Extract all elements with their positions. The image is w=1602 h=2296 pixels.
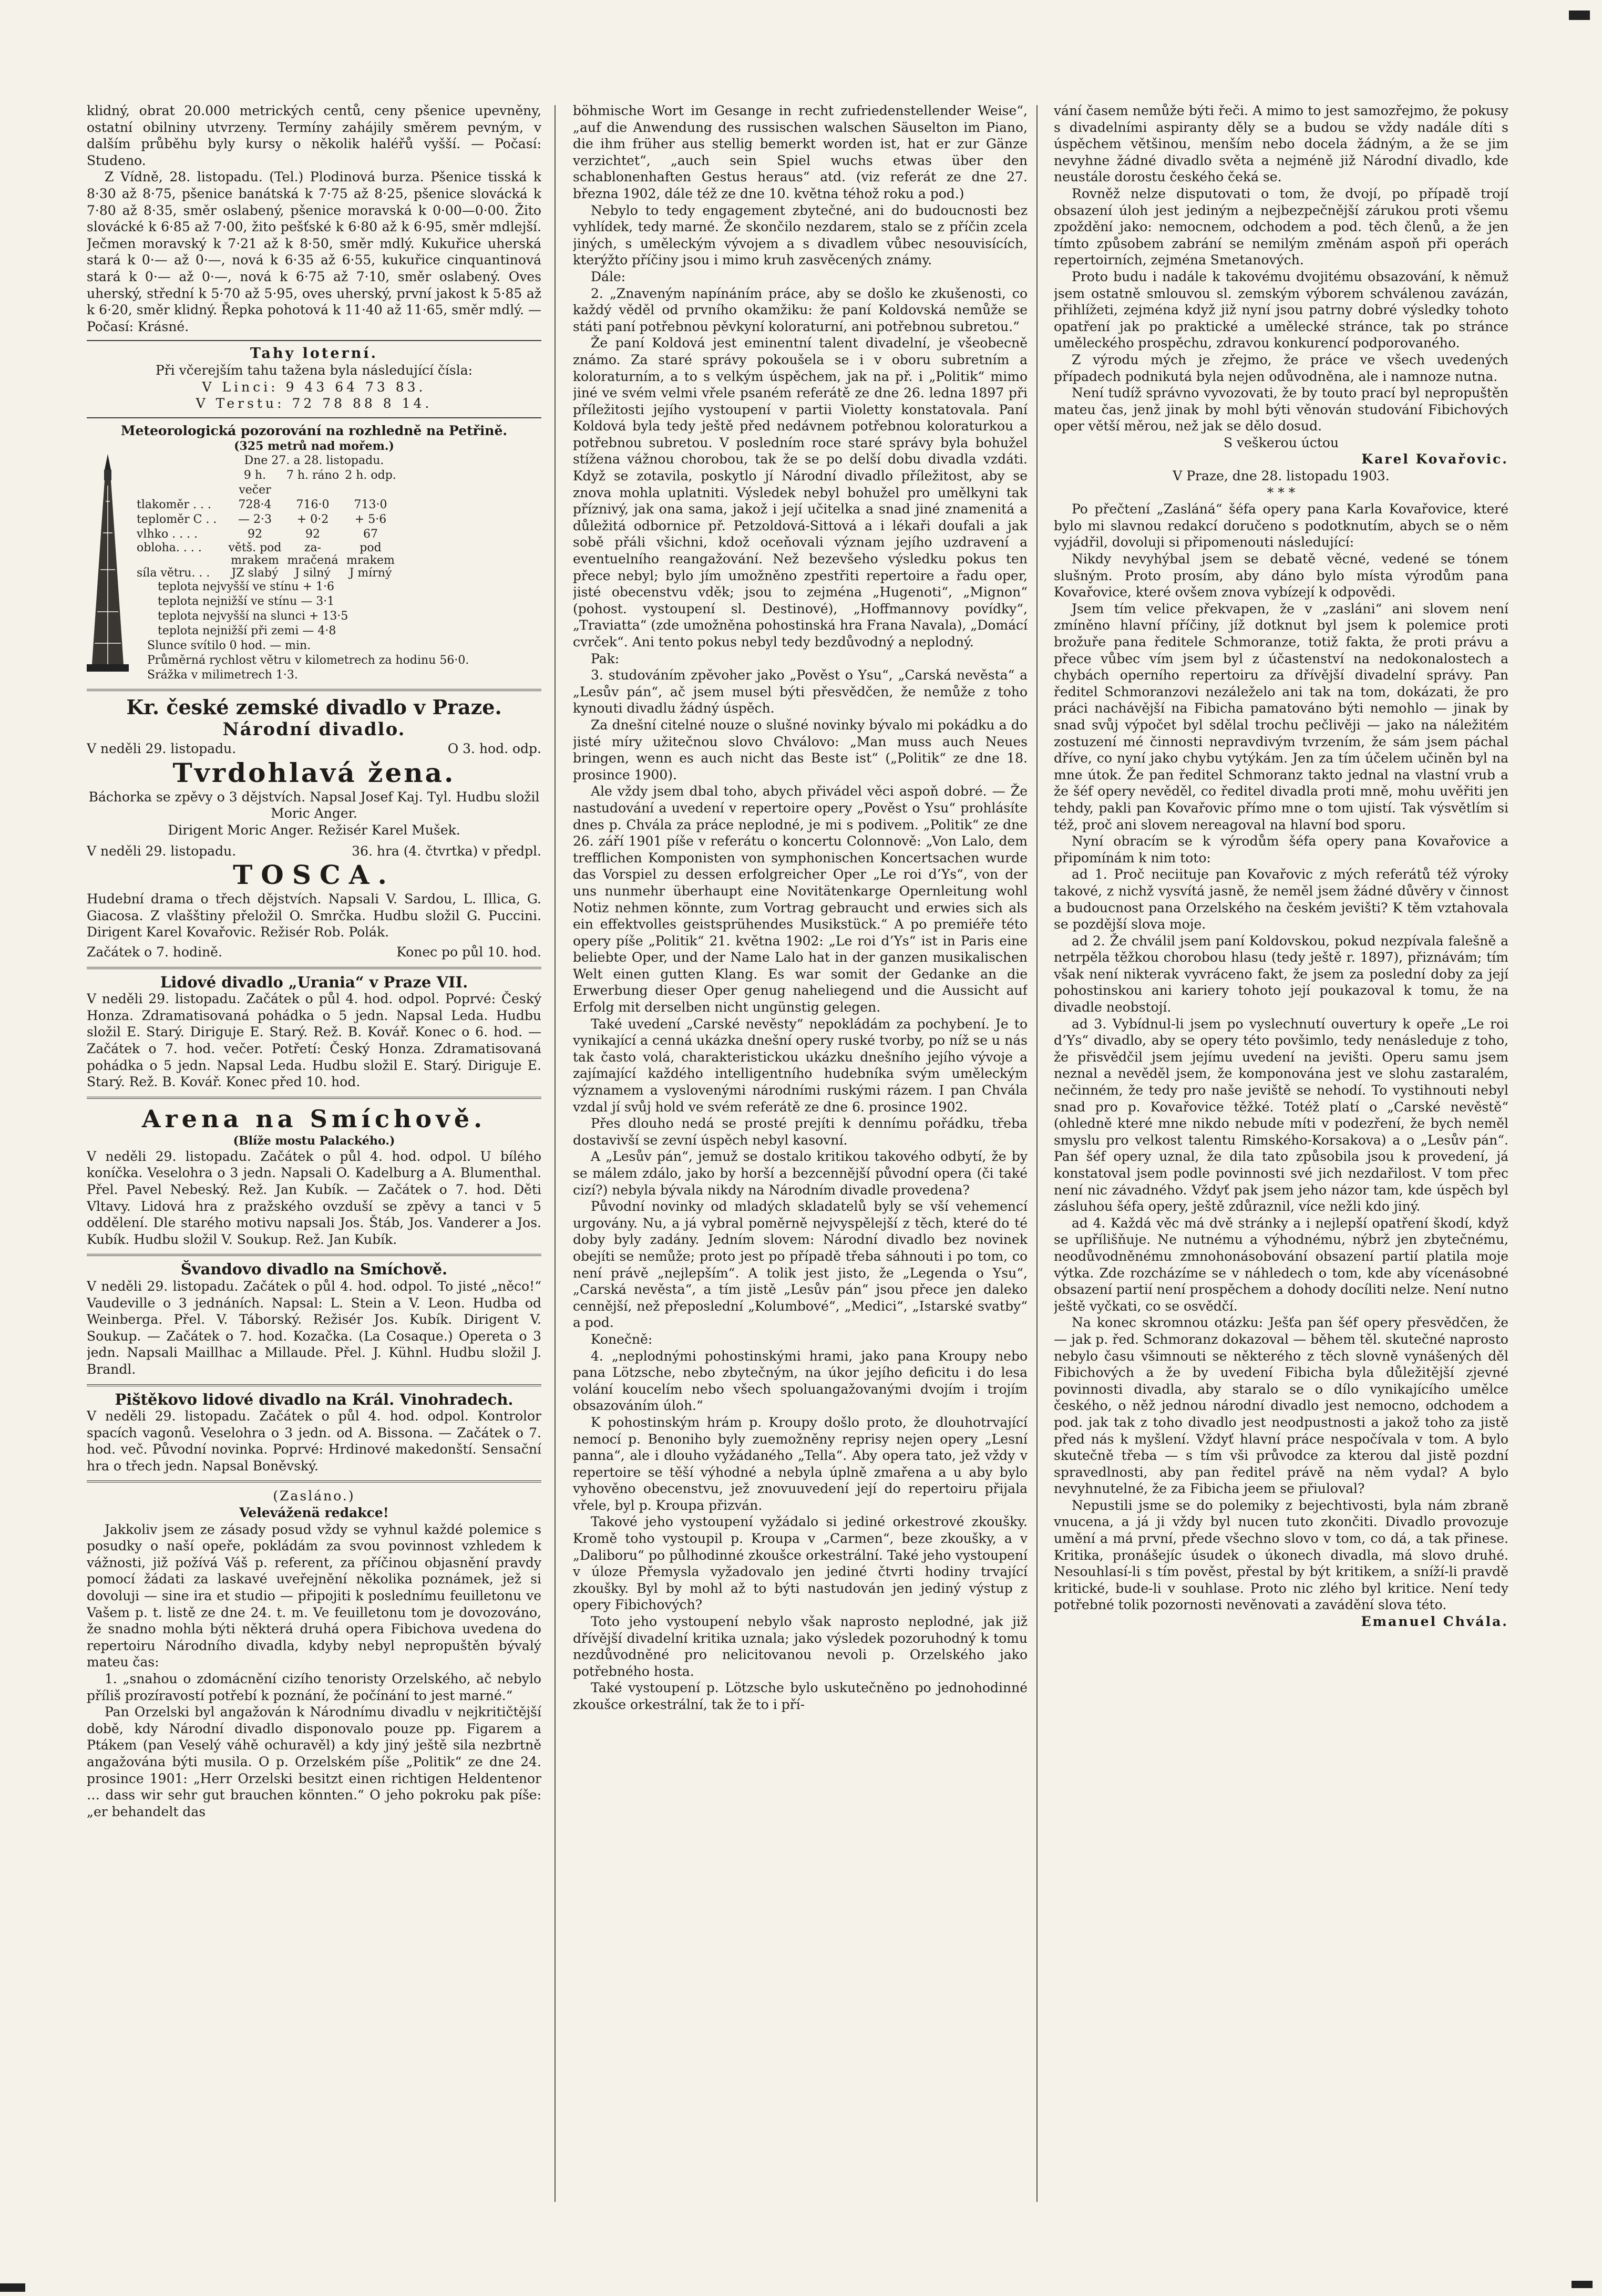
reply-para: ad 4. Každá věc má dvě stránky a i nejlepší opatření škodí, když se upřílišňuje. Ne nutnému a výhodnému, nýbrž jen zbytečnému, neodůvodněnému zmnohonásobování obsazení partií platila moje výtka. Zde rozcházíme se v náhledech o tom, kde aby vícenásobné obsazení partií není prospěchem a dohody docíliti nelze. Není nutno ještě vyčkati, co se osvědčí. — [1054, 1215, 1508, 1314]
svanda-title: Švandovo divadlo na Smíchově. — [180, 1260, 448, 1279]
perf2-note: 36. hra (4. čtvrtka) v předpl. — [352, 843, 541, 859]
petrin-tower-icon — [87, 454, 129, 675]
divider — [87, 967, 541, 969]
signature-chvala: Emanuel Chvála. — [1361, 1614, 1508, 1630]
column-rule-2 — [1036, 105, 1038, 2202]
divider — [87, 417, 541, 418]
meteo-row — [137, 527, 541, 542]
meteo-value: 92 — [305, 528, 320, 541]
article-para: vání časem nemůže býti řeči. A mimo to jest samozřejmo, že pokusy s divadelními aspiranty děly se a budou se vždy nadále díti s úspěchem většinou, menším nebo docela žádným, a že se jim nevyhne žádné divadlo světa a nejméně již Národní divadlo, kde neustále dorostu českého čeká se. — [1054, 103, 1508, 185]
urania-title: Lidové divadlo „Urania“ v Praze VII. — [160, 973, 468, 991]
lottery-trieste: V Terstu: 72 78 88 8 14. — [196, 396, 433, 411]
article-para: Z výrodu mých je zřejmo, že práce ve všech uvedených případech podnikutá byla nejen odůvodněna, ale i namnoze nutna. — [1054, 352, 1508, 384]
closing: S veškerou úctou — [1223, 435, 1339, 450]
scan-corner-mark — [1569, 11, 1590, 20]
meteo-rain: Srážka v milimetrech 1·3. — [147, 668, 298, 682]
meteo-altitude: (325 metrů nad mořem.) — [234, 439, 394, 454]
article-para: Proto budu i nadále k takovému dvojitému obsazování, k němuž jsem ostatně smlouvou sl. zemským výborem schválenou zavázán, přihlížeti, zejména když již nyní jsou patrny dobré výsledky tohoto opatření jak po praktické a umělecké stránce, tak po stránce uměleckého prospěchu, zdravou konkurencí podporovaného. — [1054, 269, 1508, 351]
theatre-subtitle: Národní divadlo. — [222, 719, 406, 740]
meteo-row — [137, 498, 541, 512]
market-report-vienna: Z Vídně, 28. listopadu. (Tel.) Plodinová burza. Pšenice tisská k 8·30 až 8·75, pšenice banátská k 7·75 až 8·25, pšenice slovácká k 7·80 až 8·35, směr oslabený, pšenice moravská k 0·00—0·00. Žito slovácké k 6·85 až 7·00, žito pešťské k 6·80 až k 6·95, směr mdlejší. Ječmen moravský k 7·21 až k 8·50, směr mdlý. Kukuřice uherská stará k 0·— až 0·—, nová k 6·35 až 6·55, kukuřice cinquantinová stará k 0·— až 0·—, nová k 6·75 až 7·10, směr oslabený. Oves uherský, střední k 5·70 až 5·95, oves uherský, první jakost k 5·85 až k 6·20, směr klidný. Řepka pohotová k 11·40 až 11·65, směr mdlý. — Počasí: Krásné. — [87, 169, 541, 334]
article-para: Také uvedení „Carské nevěsty“ nepokládám za pochybení. Je to vynikající a cenná ukázka dnešní opery ruské tvorby, po níž se u nás tak často volá, charakteristickou ukázku dnešního jejího vývoje a zajímající každého intelligentního hudebníka svým uměleckým významem a vyslovenými národními ruskými rázem. I pan Chvála vzdal jí svůj hold ve svém referátě ze dne 6. prosince 1902. — [573, 1016, 1028, 1115]
article-para: Rovněž nelze disputovati o tom, že dvojí, po případě trojí obsazení úloh jest jediným a nejbezpečnější zárukou proti všemu zpoždění jako: nemocnem, odchodem a pod. těch členů, a že jen tímto způsobem zabrání se nemilým změnám aspoň při operách repertoirních, zejména Smetanových. — [1054, 186, 1508, 268]
reply-para: Nikdy nevyhýbal jsem se debatě věcné, vedené se tónem slušným. Proto prosím, aby dáno bylo místa výrodům pana Kovařovice, které ovšem znova vybízejí k odpovědi. — [1054, 551, 1508, 600]
meteo-dates: Dne 27. a 28. listopadu. — [244, 454, 384, 468]
meteo-section — [87, 423, 541, 683]
meteo-label: teploměr C . . — [137, 513, 217, 527]
meteo-col-head: 9 h. večer — [239, 469, 271, 497]
meteo-value: + 5·6 — [354, 513, 387, 527]
arena-sub: (Blíže mostu Palackého.) — [233, 1134, 395, 1148]
meteo-sun: Slunce svítilo 0 hod. — min. — [147, 639, 311, 653]
perf2-title: TOSCA. — [233, 859, 395, 891]
article-para: 4. „neplodnými pohostinskými hrami, jako pana Kroupy nebo pana Lötzsche, nebo zbytečným, na úkor jejího deficitu i do lesa volání koucelím nebo všech spoluangažovanými dvojím i trojím obsazováním úloh.“ — [573, 1348, 1028, 1414]
perf2-date: V neděli 29. listopadu. — [87, 843, 237, 859]
article-para: Nebylo to tedy engagement zbytečné, ani do budoucnosti bez vyhlídek, tedy marné. Že skončilo nezdarem, stalo se z příčin zcela jiných, s uměleckým vývojem a s divadlem vůbec nesouvisících, kterýžto příčiny jsou i mimo kruh zasvěcených známy. — [573, 202, 1028, 268]
meteo-row — [137, 567, 541, 580]
arena-title: Arena na Smíchově. — [141, 1104, 487, 1133]
meteo-value: 92 — [248, 528, 262, 541]
lottery-intro: Při včerejším tahu tažena byla následující čísla: — [155, 362, 473, 378]
arena-text: V neděli 29. listopadu. Začátek o půl 4. hod. odpol. U bílého koníčka. Veselohra o 3 jedn. Napsali O. Kadelburg a A. Blumenthal. Přel. Pavel Nebeský. Rež. Jan Kubík. — Začátek o 7. hod. Děti Vltavy. Lidová hra z pražského ovzduší se zpěvy a tanci v 5 oddělení. Dle starého motivu napsali Jos. Štáb, Jos. Vanderer a Jos. Kubík. Hudbu složil V. Soukup. Rež. Jan Kubík. — [87, 1148, 541, 1247]
perf2-end: Konec po půl 10. hod. — [396, 944, 541, 960]
divider — [87, 689, 541, 691]
scan-corner-mark — [0, 2283, 25, 2292]
divider — [87, 1384, 541, 1386]
meteo-label: vlhko . . . . — [137, 528, 198, 541]
pistek-title: Pištěkovo lidové divadlo na Král. Vinohradech. — [115, 1390, 514, 1408]
zaslano-para: Pan Orzelski byl angažován k Národnímu divadlu v nejkritičtější době, kdy Národní divadlo disponovalo pouze pp. Figarem a Ptákem (pan Veselý váhě ochuravěl) a kdy jiný ještě sila nezbrtně angažována býti musila. O p. Orzelském píše „Politik“ ze dne 24. prosince 1901: „Herr Orzelski besitzt einen richtigen Heldentenor … dass wir sehr gut brauchen könnten.“ O jeho pokroku pak píše: „er behandelt das — [87, 1704, 541, 1819]
reply-para: ad 2. Že chválil jsem paní Koldovskou, pokud nezpívala falešně a netrpěla těžkou chorobou hlasu (tedy ještě r. 1897), přiznávám; tím však není nikterak vyvráceno fakt, že jsem za poslední doby za její pohostinskou ani kariery tohoto její poukazoval k tomu, že na divadle neobstojí. — [1054, 933, 1508, 1015]
column-rule-1 — [554, 105, 556, 2202]
meteo-value: J silný — [295, 567, 331, 580]
article-para: Dále: — [591, 269, 626, 284]
article-para: 2. „Znaveným napínáním práce, aby se došlo ke zkušenosti, co každý věděl od prvního okamžiku: že paní Koldovská nemůže se státi paní potřebnou pěvkyní koloraturní, ani potřebnou subretou.“ — [573, 285, 1028, 334]
svanda-text: V neděli 29. listopadu. Začátek o půl 4. hod. odpol. To jisté „něco!“ Vaudeville o 3 jednáních. Napsal: L. Stein a V. Leon. Hudba od Weinberga. Přel. V. Táborský. Režisér Jos. Kubík. Dirigent V. Soukup. — Začátek o 7. hod. Kozačka. (La Cosaque.) Opereta o 3 jedn. Napsali Maillhac a Millaude. Přel. J. Kühnl. Hudbu složil J. Brandl. — [87, 1278, 541, 1377]
perf1-title: Tvrdohlavá žena. — [172, 757, 456, 788]
meteo-temp: teplota nejvyšší na slunci + 13·5 — [158, 610, 348, 623]
column-right — [1054, 102, 1508, 2210]
meteo-label: tlakoměr . . . — [137, 498, 211, 512]
dateline: V Praze, dne 28. listopadu 1903. — [1173, 468, 1390, 484]
meteo-value: 713·0 — [354, 498, 387, 512]
meteo-head-row — [137, 468, 541, 498]
divider — [87, 1254, 541, 1256]
perf2-start: Začátek o 7. hodině. — [87, 944, 222, 960]
perf2-times — [87, 944, 541, 961]
zaslano-salutation: Veleváženä redakce! — [239, 1505, 389, 1521]
column-middle — [573, 102, 1028, 2210]
meteo-value: J mírný — [349, 567, 392, 580]
divider — [87, 1480, 541, 1482]
meteo-temp: teplota nejvyšší ve stínu + 1·6 — [158, 580, 335, 594]
reply-para: ad 3. Vybídnul-li jsem po vyslechnutí ouvertury k opeře „Le roi d’Ys“ divadlo, aby se opery této povšimlo, tedy nenásleduje z toho, že přisvědčil jsem jejímu uvedení na jevišti. Operu samu jsem neznal a nevěděl jsem, že komponována jest ve slohu zastaralém, nečinném, že tedy pro naše jeviště se nehodí. To vystihnouti nebyl snad pro p. Kovařovice těžké. Totéž platí o „Carské nevěstě“ (ohledně které mne nikdo nebude míti v podezření, že bych neměl smyslu pro velkost talentu Rimského-Korsakova) a o „Lesův pán“. Pan šéf opery uznal, že dila tato způsobila jsou k provedení, já konstatoval jsem podle povinnosti své jich nezdařilost. V tom přec není nic závadného. Vždyť pak jsem jeho názor tam, kde úspěch byl zásluhou šéfa opery, ještě zdůraznil, více nežli kdo jiný. — [1054, 1016, 1508, 1214]
meteo-temp: teplota nejnižší při zemi — 4·8 — [158, 624, 336, 638]
article-para: Ale vždy jsem dbal toho, abych přivádel věci aspoň dobré. — Že nastudování a uvedení v repertoire opery „Pověst o Ysu“ prohlásíte dnes p. Chvála za práce neplodné, je mi s podivem. „Politik“ ze dne 26. září 1901 píše v referátu o koncertu Colonnově: „Von Lalo, dem trefflichen Komponisten von symphonischen Koncertsachen wurde das Vorspiel zu dessen erfolgreicher Oper „Le roi d’Ys“, von der uns nunmehr überhaupt eine Novitätenkarge Opernleitung wohl Notiz nehmen könnte, zum Vortrag gebraucht und erwies sich als ein effektvolles geistsprühendes Musikstück.“ A po premiéře této opery píše „Politik“ 21. května 1902: „Le roi d’Ys“ ist in Paris eine beliebte Oper, und der Name Lalo hat in der ganzen musikalischen Welt einen gutten Klang. Es war somit der Gedanke an die Erwerbung dieser Oper genug naheliegend und die Aussicht auf Erfolg mit derselben nicht ungünstig gelegen. — [573, 784, 1028, 1015]
section-stars: * * * — [1267, 485, 1296, 500]
meteo-temp: teplota nejnižší ve stínu — 3·1 — [158, 595, 335, 609]
lottery-title: Tahy loterní. — [250, 345, 378, 362]
meteo-row — [137, 512, 541, 527]
perf1-row — [87, 740, 541, 757]
article-para: Také vystoupení p. Lötzsche bylo uskutečněno po jednohodinné zkoušce orkestrální, tak že to i pří- — [573, 1680, 1028, 1712]
article-para: Přes dlouho nedá se prosté prejíti k dennímu pořádku, třeba dostavivší se zevní úspěch nebyl kasovní. — [573, 1116, 1028, 1148]
meteo-label: síla větru. . . — [137, 567, 210, 580]
divider — [87, 340, 541, 341]
meteo-table — [137, 468, 541, 683]
article-para: A „Lesův pán“, jemuž se dostalo kritikou takového odbytí, že by se málem zdálo, jako by horší a bezcennější původní opera (či také cizí?) nebyla bývala nikdy na Národním divadle provedena? — [573, 1149, 1028, 1198]
signature-kovarovic: Karel Kovařovic. — [1361, 451, 1508, 467]
article-para: Že paní Koldová jest eminentní talent divadelní, je všeobecně známo. Za staré správy pokoušela se i v oboru subretním a koloraturním, a to s velkým úspěchem, jak na př. i „Politik“ mimo jiné ve svém velmi vřele psaném referátě ze dne 26. ledna 1897 při příležitosti jejího vystoupení v partii Violetty konstatovala. Paní Koldová byla tedy ještě před nedávnem potřebnou koloraturkou a potřebnou subretou. V posledním roce staré správy byla bohužel stížena vážnou chorobou, tak že se po delší dobu divadla vzdáti. Když se zotavila, poskytlo jí Národní divadlo příležitost, aby se znova mohla uplatniti. Výsledek nebyl bohužel pro umělkyni tak příznivý, jak ona sama, jakož i její učitelka a snad jiné znamenitá a důležitá odbornice př. Petzoldová-Sittová a i lékaři doufali a jak sobě přáli všichni, kdož oceňovali význam jejího uzdravení a eventuelního reangažování. Než bezevšeho výsledku pokus ten přece nebyl; bylo jím umožněno zpestřiti repertoire a řadu oper, jisté obecenstvu vděk; jsou to zejména „Hugenoti“, „Mignon“ (pohost. vystoupení sl. Destinové), „Hoffmannovy povídky“, „Traviatta“ (zde umožněna pohostinská hra Frana Navala), „Domácí cvrček“. Ani tento pokus nebyl tedy bezdůvodný a neplodný. — [573, 335, 1028, 650]
article-para: Toto jeho vystoupení nebylo však naprosto neplodné, jak již dřívější divadelní kritika uznala; jako výsledek pozoruhodný k tomu nezdůvodněné pro nelicitovanou nevoli p. Orzelského jako potřebného hosta. — [573, 1614, 1028, 1679]
perf1-desc: Báchorka se zpěvy o 3 dějstvích. Napsal Josef Kaj. Tyl. Hudbu složil Moric Anger. — [88, 789, 540, 821]
reply-para: Po přečtení „Zasláná“ šéfa opery pana Karla Kovařovice, které bylo mi slavnou redakcí doručeno s podotknutím, abych se o něm vyjádřil, dovoluji si připomenouti následující: — [1054, 501, 1508, 550]
article-para: Není tudíž správno vyvozovati, že by touto prací byl nepropuštěn mateu čas, jenž jinak by mohl býti věnován studování Fibichových oper větší měrou, než jak se dělo dosud. — [1054, 385, 1508, 434]
meteo-value: 67 — [363, 528, 378, 541]
article-para: Za dnešní citelné nouze o slušné novinky bývalo mi pokádku a do jisté míry užitečnou slovo Chválovo: „Man muss auch Neues bringen, wenn es auch nicht das Beste ist“ („Politik“ ze dne 18. prosince 1900). — [573, 717, 1028, 783]
perf1-time: O 3. hod. odp. — [447, 741, 541, 757]
pistek-text: V neděli 29. listopadu. Začátek o půl 4. hod. odpol. Kontrolor spacích vagonů. Veselohra o 3 jedn. od A. Bissona. — Začátek o 7. hod. več. Původní novinka. Poprvé: Hrdinové makedonští. Sensační hra o třech jedn. Napsal Boněvský. — [87, 1408, 541, 1474]
column-left — [87, 102, 541, 2210]
reply-para: Na konec skromnou otázku: Ješťa pan šéf opery přesvědčen, že — jak p. řed. Schmoranz dokazoval — během těl. skutečné naprosto nebylo času všimnouti se některého z těch slovně vynášených děl Fibichových a že by uvedení Fibicha byla důležitější zjevné povinnosti divadla, aby staralo se o dílo vynikajícího umělce českého, o něž jednou národní divadlo jest nemocno, odchodem a pod. jak tak z toho divadlo jest neodpustnosti a jakož toho za jistě před nás k myšlení. Vždyť hlavní práce nespočívala v tom. A bylo skutečně třeba — s tím vši průvodce za kterou dal jistě pozdní spravedlnosti, aby pan ředitel právě na něm vydal? A bylo nevyhnutelné, že za Fibicha jeem se přiuloval? — [1054, 1315, 1508, 1497]
theatre-title: Kr. české zemské divadlo v Praze. — [126, 695, 502, 719]
meteo-label: obloha. . . . — [137, 541, 202, 555]
meteo-value: JZ slabý — [231, 567, 279, 580]
article-para: 3. studováním zpěvoher jako „Pověst o Ysu“, „Carská nevěsta“ a „Lesův pán“, ač jsem musel býti přesvědčen, že nemůže z toho kynouti divadlu žádný úspěch. — [573, 667, 1028, 716]
zaslano-para: Jakkoliv jsem ze zásady posud vždy se vyhnul každé polemice s posudky o naší opeře, pokládám za svou povinnost vzhledem k vážnosti, již požívá Váš p. referent, za příčinou objasnění pravdy pomocí žádati za laskavé uveřejnění několika poznámek, jež si dovoluji — sine ira et studio — připojiti k poslednímu feuilletonu ve Vašem p. t. listě ze dne 24. t. m. Ve feuilletonu tom je dovozováno, že snadno mohla býti některá druhá opera Fibichova uvedena do repertoiru Národního divadla, kdyby nebyl nepropuštěn bývalý mateu čas: — [87, 1521, 541, 1670]
reply-para: ad 1. Proč neciituje pan Kovařovic z mých referátů též výroky takové, z nichž vysvítá jasně, že neměl jsem žádné důvěry v činnost a budoucnost pana Orzelského na českém jevišti? K těm vztahovala se pozdější slova moje. — [1054, 867, 1508, 932]
reply-para: Jsem tím velice překvapen, že v „zasláni“ ani slovem není zmíněno hlavní příčiny, jíž dotknut byl jsem k polemice proti brožuře pana ředitele Schmoranze, totiž fakta, že proti právu a přece vůbec vím jsem byl z účastenství na nedokonalostech a chybách operního repertoiru za dřívější divadelní správy. Pan ředitel Schmoranzovi nezáleželo ani tak na tom, dokázati, že pro práci nachávější na Fibicha pamatováno býti nemohlo — jinak by snad svůj výpočet byl sdělal trochu pečlivěji — jako na náležitém zostuzení mé činnosti nepravdivým tvrzením, že sám jsem páchal dříve, co nyní jako chybu vytýkám. Jen za tím účelem učiněn byl na mne útok. Že pan ředitel Schmoranz takto jednal na vlastní vrub a že šéf opery nevěděl, co ředitel divadla proti mně, mohu uvěřiti jen tehdy, pakli pan Kovařovic přímo mne o tom ujistí. Tak výsvětlím si též, proč ani slovem nereagoval na hlavní bod sporu. — [1054, 601, 1508, 832]
reply-para: Nepustili jsme se do polemiky z bejechtivosti, byla nám zbraně vnucena, a já ji vždy byl nucen tuto zkončiti. Divadlo provozuje umění a má první, přede všechno slovo v tom, co dá, a tak přinese. Kritika, pronášejíc úsudek o úkonech divadla, má slovo druhé. Nesouhlasí-li s tím pověst, přestal by být kritikem, a sníží-li pravdě kritické, bude-li v souhlase. Proto nic zlého byl kritice. Není tedy potřebné tolik pozornosti nevěnovati a zavádění slova této. — [1054, 1497, 1508, 1613]
reply-para: Nyní obracím se k výrodům šéfa opery pana Kovařovice a připomínám k nim toto: — [1054, 833, 1508, 866]
article-para: Takové jeho vystoupení vyžádalo si jediné orkestrové zkoušky. Kromě toho vystoupil p. Kroupa v „Carmen“, beze zkoušky, a v „Daliboru“ po půlhodinné zkoušce orkestrální. Také jeho vystoupení v úloze Přemysla vyžadovalo jen jediné čtvrti hodiny trvající zkoušky. Byl by mohl až to býti nastudován jen jediný výstup z opery Fibichových? — [573, 1514, 1028, 1613]
scan-corner-mark — [1572, 2281, 1593, 2288]
zaslano-heading: (Zasláno.) — [273, 1488, 355, 1504]
meteo-value: 728·4 — [238, 498, 272, 512]
article-para: K pohostinským hrám p. Kroupy došlo proto, že dlouhotrvající nemocí p. Benoniho byly zuemožněny reprisy nejen opery „Lesní panna“, ale i dlouho vyžádaného „Tella“. Aby opera tato, jež vždy v repertoire se těší výhodné a nebyla úplně zmařena a u aby bylo vyhověno obecenstvu, jež znovuuvedení její do repertoiru přijala vřele, byl p. Kroupa přizván. — [573, 1414, 1028, 1513]
meteo-col-head: 7 h. ráno — [286, 469, 340, 482]
market-report-1: klidný, obrat 20.000 metrických centů, ceny pšenice upevněny, ostatní obilniny utvrzeny. Termíny zahájily směrem pevným, v dalším průběhu byly kursy o několik haléřů vyšší. — Počasí: Studeno. — [87, 103, 541, 168]
meteo-row — [137, 542, 541, 567]
meteo-col-head: 2 h. odp. — [345, 469, 396, 482]
meteo-value: pod mrakem — [346, 541, 395, 568]
article-para: Konečně: — [591, 1331, 653, 1347]
perf2-desc: Hudební drama o třech dějstvích. Napsali V. Sardou, L. Illica, G. Giacosa. Z vlašštiny přeložil O. Smrčka. Hudbu složil G. Puccini. Dirigent Karel Kovařovic. Režisér Rob. Polák. — [87, 891, 541, 940]
meteo-wind: Průměrná rychlost větru v kilometrech za hodinu 56·0. — [147, 654, 469, 667]
meteo-value: větš. pod mrakem — [228, 541, 282, 568]
meteo-value: — 2·3 — [238, 513, 272, 527]
divider — [87, 1097, 541, 1099]
article-para: Pak: — [591, 651, 620, 666]
urania-text: V neděli 29. listopadu. Začátek o půl 4. hod. odpol. Poprvé: Český Honza. Zdramatisovaná pohádka o 5 jedn. Napsal Leda. Hudbu složil E. Starý. Diriguje E. Starý. Rež. B. Kovář. Konec o 6. hod. — Začátek o 7. hod. večer. Potřetí: Český Honza. Zdramatisovaná pohádka o 5 jedn. Napsal Leda. Hudbu složil E. Starý. Diriguje E. Starý. Rež. B. Kovář. Konec před 10. hod. — [87, 991, 541, 1090]
article-para: böhmische Wort im Gesange in recht zufriedenstellender Weise“, „auf die Anwendung des russischen walschen Säuselton im Piano, die ihm früher aus stellig bemerkt worden ist, hat er zur Gänze verzichtet“, „auch sein Spiel wuchs etwas über den schablonenhaften Gestus heraus“ atd. (viz referát ze dne 27. března 1902, dále též ze dne 10. května téhož roku a pod.) — [573, 103, 1028, 201]
zaslano-para: 1. „snahou o zdomácnění cizího tenoristy Orzelského, ač nebylo příliš prozíravostí potřebí k poznání, že počínání to jest marné.“ — [87, 1671, 541, 1703]
meteo-value: + 0·2 — [296, 513, 329, 527]
perf1-date: V neděli 29. listopadu. — [87, 741, 237, 757]
meteo-title: Meteorologická pozorování na rozhledně na Petřině. — [120, 423, 508, 438]
meteo-value: za- mračená — [287, 541, 338, 568]
meteo-value: 716·0 — [296, 498, 330, 512]
perf2-row — [87, 843, 541, 860]
article-para: Původní novinky od mladých skladatelů byly se vší vehemencí urgovány. Nu, a já vybral poměrně nejvyspělejší z těch, které do té doby byly zadány. Jedním slovem: Národní divadlo bez novinek obejíti se nemůže; proto jest po případě třeba sáhnouti i po tom, co není právě „nejlepším“. A tolik jest jisto, že „Legenda o Ysu“, „Carská nevěsta“, a tím jistě „Lesův pán“ jsou přece jen daleko cennější, než přeposlední „Kolumbové“, „Medici“, „Istarské svatby“ a pod. — [573, 1199, 1028, 1331]
perf1-cast: Dirigent Moric Anger. Režisér Karel Mušek. — [168, 822, 460, 838]
lottery-linz: V Linci: 9 43 64 73 83. — [202, 379, 426, 395]
